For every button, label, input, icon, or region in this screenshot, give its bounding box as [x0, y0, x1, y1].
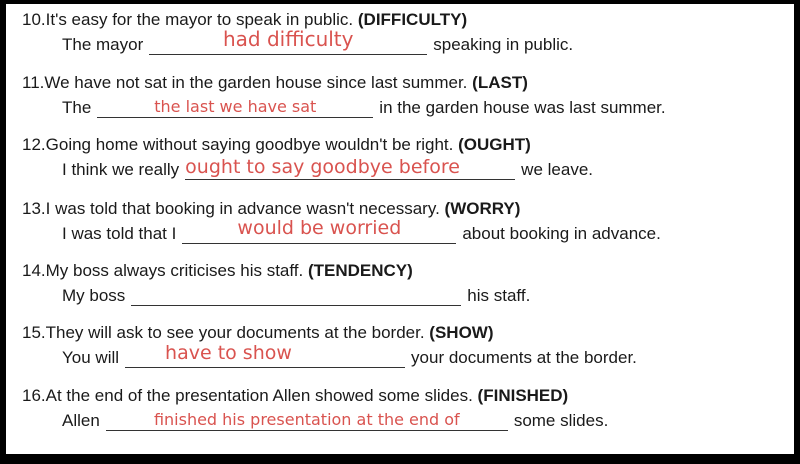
- answer-blank[interactable]: [185, 156, 515, 180]
- question-number: 12.: [22, 135, 46, 154]
- question-sentence: My boss always criticises his staff.: [45, 261, 304, 280]
- keyword: (FINISHED): [477, 386, 569, 405]
- handwritten-answer: had difficulty: [223, 27, 354, 51]
- answer-blank[interactable]: [149, 27, 427, 55]
- keyword: (LAST): [472, 73, 528, 92]
- answer-line: [62, 342, 637, 368]
- question-sentence: At the end of the presentation Allen showed some slides.: [45, 386, 473, 405]
- question-line: [22, 135, 531, 155]
- sentence-start: The mayor: [62, 35, 144, 54]
- sentence-start: My boss: [62, 286, 126, 305]
- question-number: 10.: [22, 10, 46, 29]
- answer-line: [62, 286, 530, 306]
- question-number: 13.: [22, 199, 46, 218]
- keyword: (TENDENCY): [307, 261, 413, 280]
- question-number: 11.: [22, 73, 45, 92]
- sentence-start: I think we really: [62, 160, 180, 179]
- sentence-end: some slides.: [513, 411, 609, 430]
- handwritten-answer: have to show: [165, 342, 292, 364]
- keyword: (WORRY): [444, 199, 521, 218]
- keyword: (DIFFICULTY): [357, 10, 468, 29]
- question-number: 14.: [22, 261, 46, 280]
- answer-blank[interactable]: [125, 342, 405, 368]
- question-line: [22, 73, 528, 93]
- handwritten-answer: finished his presentation at the end of: [153, 410, 460, 429]
- sentence-end: about booking in advance.: [462, 224, 661, 243]
- sentence-start: You will: [62, 348, 120, 367]
- question-sentence: They will ask to see your documents at the border.: [45, 323, 425, 342]
- sentence-start: Allen: [62, 411, 100, 430]
- worksheet: [6, 4, 794, 454]
- handwritten-answer: would be worried: [237, 217, 402, 239]
- question-number: 16.: [22, 386, 46, 405]
- question-sentence: It's easy for the mayor to speak in public.: [45, 10, 354, 29]
- answer-line: [62, 217, 661, 244]
- sentence-end: in the garden house was last summer.: [379, 98, 666, 117]
- question-sentence: I was told that booking in advance wasn't necessary.: [45, 199, 440, 218]
- sentence-end: his staff.: [467, 286, 531, 305]
- answer-blank[interactable]: [97, 99, 373, 118]
- question-number: 15.: [22, 323, 46, 342]
- answer-blank[interactable]: [182, 217, 456, 244]
- sentence-start: The: [62, 98, 92, 117]
- keyword: (OUGHT): [458, 135, 531, 154]
- sentence-end: we leave.: [521, 160, 593, 179]
- answer-blank[interactable]: [131, 287, 461, 306]
- answer-line: [62, 27, 574, 55]
- question-line: [22, 323, 494, 343]
- question-line: [22, 261, 413, 281]
- answer-blank[interactable]: [106, 412, 508, 431]
- answer-line: [62, 411, 608, 431]
- sentence-start: I was told that I: [62, 224, 177, 243]
- sentence-end: speaking in public.: [433, 35, 574, 54]
- question-line: [22, 199, 520, 219]
- answer-line: [62, 98, 666, 118]
- question-sentence: We have not sat in the garden house since last summer.: [44, 73, 468, 92]
- keyword: (SHOW): [429, 323, 494, 342]
- answer-line: [62, 156, 593, 180]
- question-line: [22, 386, 568, 406]
- question-sentence: Going home without saying goodbye wouldn't be right.: [45, 135, 454, 154]
- handwritten-answer: the last we have sat: [154, 97, 317, 116]
- sentence-end: your documents at the border.: [411, 348, 637, 367]
- handwritten-answer: ought to say goodbye before: [185, 156, 460, 178]
